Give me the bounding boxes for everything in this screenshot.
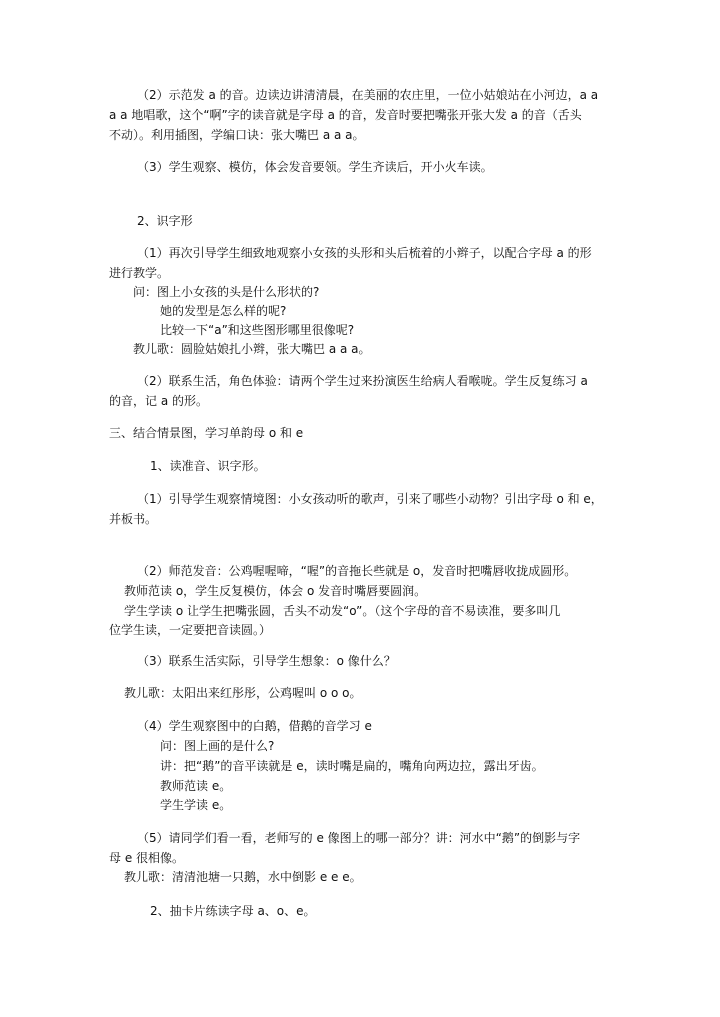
text-line: 问：图上画的是什么? <box>160 739 275 753</box>
text-line: （2）示范发 a 的音。边读边讲清清晨，在美丽的农庄里，一位小姑娘站在小河边，a a <box>137 88 599 102</box>
text-line: （3）联系生活实际，引导学生想象：o 像什么？ <box>137 654 396 668</box>
section-heading: 2、识字形 <box>137 214 193 228</box>
text-line: 学生学读 e。 <box>160 798 232 812</box>
text-line: 教儿歌：清清池塘一只鹅，水中倒影 e e e。 <box>124 870 362 884</box>
subsection-heading: 1、读准音、识字形。 <box>150 459 266 473</box>
text-line: 她的发型是怎么样的呢? <box>160 304 287 318</box>
text-line: 学生学读 o 让学生把嘴张圆，舌头不动发“o”。（这个字母的音不易读准，要多叫几 <box>124 604 561 618</box>
text-line: 比较一下“a”和这些图形哪里很像呢? <box>160 323 355 337</box>
text-line: a a 地唱歌，这个“啊”字的读音就是字母 a 的音，发音时要把嘴张开张大发 a 的音（舌头 <box>109 108 582 122</box>
section-heading: 三、结合情景图，学习单韵母 o 和 e <box>109 426 304 440</box>
text-line: 讲：把“鹅”的音平读就是 e，读时嘴是扁的，嘴角向两边拉，露出牙齿。 <box>160 759 544 773</box>
text-line: 教儿歌：圆脸姑娘扎小辫，张大嘴巴 a a a。 <box>133 342 371 356</box>
text-line: （1）引导学生观察情境图：小女孩动听的歌声，引来了哪些小动物？引出字母 o 和 e， <box>137 492 603 506</box>
text-line: 母 e 很相像。 <box>109 851 185 865</box>
text-line: 教师范读 e。 <box>160 779 232 793</box>
text-line: （4）学生观察图中的白鹅，借鹅的音学习 e <box>137 719 372 733</box>
text-line: （1）再次引导学生细致地观察小女孩的头形和头后梳着的小辫子，以配合字母 a 的形 <box>137 246 592 260</box>
text-line: 进行教学。 <box>109 266 170 280</box>
text-line: 并板书。 <box>109 512 158 526</box>
text-line: 教师范读 o，学生反复模仿，体会 o 发音时嘴唇要圆润。 <box>124 584 427 598</box>
text-line: （2）联系生活，角色体验：请两个学生过来扮演医生给病人看喉咙。学生反复练习 a <box>137 374 588 388</box>
text-line: 的音，记 a 的形。 <box>109 394 208 408</box>
text-line: 位学生读，一定要把音读圆。） <box>109 623 272 637</box>
text-line: 教儿歌：太阳出来红彤彤，公鸡喔叫 o o o。 <box>124 686 362 700</box>
subsection-heading: 2、抽卡片练读字母 a、o、e。 <box>150 904 316 918</box>
text-line: 不动）。利用插图，学编口诀：张大嘴巴 a a a。 <box>109 128 365 142</box>
text-line: （3）学生观察、模仿，体会发音要领。学生齐读后，开小火车读。 <box>137 160 493 174</box>
text-line: （5）请同学们看一看，老师写的 e 像图上的哪一部分？讲：河水中“鹅”的倒影与字 <box>137 831 581 845</box>
text-line: 问：图上小女孩的头是什么形状的? <box>133 285 320 299</box>
text-line: （2）师范发音：公鸡喔喔啼，“喔”的音拖长些就是 o，发音时把嘴唇收拢成圆形。 <box>137 564 577 578</box>
